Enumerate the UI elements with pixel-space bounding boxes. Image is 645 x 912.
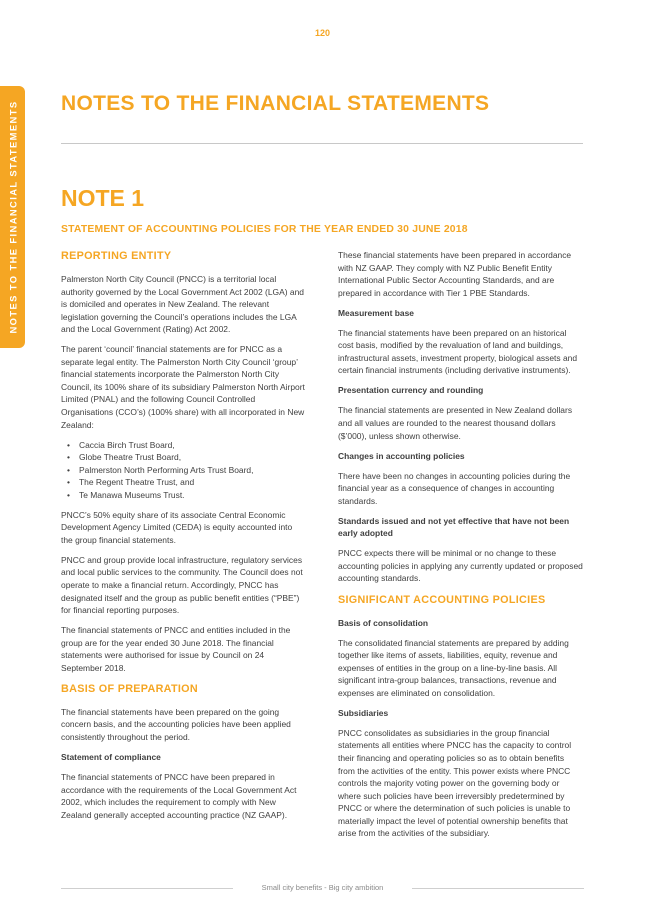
- subheading: Basis of consolidation: [338, 617, 429, 628]
- right-column: [338, 249, 583, 847]
- list-item: • Te Manawa Museums Trust.: [61, 489, 306, 502]
- list-item: • The Regent Theatre Trust, and: [61, 476, 306, 489]
- note-title: NOTE 1: [61, 185, 145, 211]
- paragraph: The financial statements are presented in New Zealand dollars and all values are rounded to the nearest thousand dollars ($’000), unless shown otherwise.: [338, 405, 573, 441]
- reporting-entity-heading: REPORTING ENTITY: [61, 250, 172, 262]
- significant-policies-heading: SIGNIFICANT ACCOUNTING POLICIES: [338, 593, 546, 606]
- paragraph: The financial statements of PNCC have been prepared in accordance with the requirements of the Local Government Act 2002, which includes the requirement to comply with New Zealand generally accepted accounting practice (NZ GAAP).: [61, 772, 297, 820]
- subheading: Statement of compliance: [61, 752, 161, 762]
- cco-list: [61, 439, 306, 502]
- paragraph: There have been no changes in accounting policies during the financial year as a consequence of changes in accounting standards.: [338, 470, 571, 506]
- page-number: 120: [314, 28, 331, 38]
- list-item: • Globe Theatre Trust Board,: [61, 451, 306, 464]
- paragraph: PNCC’s 50% equity share of its associate Central Economic Development Agency Limited (CEDA) is equity accounted into the group financial statements.: [61, 509, 293, 545]
- subheading: Subsidiaries: [338, 707, 389, 718]
- list-item: • Caccia Birch Trust Board,: [61, 439, 306, 452]
- paragraph: PNCC expects there will be minimal or no change to these accounting policies in applying any currently updated or proposed accounting standards.: [338, 548, 583, 584]
- paragraph: Palmerston North City Council (PNCC) is a territorial local authority governed by the Local Government Act 2002 (LGA) and is domiciled and operates in New Zealand. The relevant legislation governing the Council’s operations includes the LGA and the Local Government (Rating) Act 2002.: [61, 274, 304, 335]
- paragraph: The financial statements have been prepared on the going concern basis, and the accounting policies have been applied consistently throughout the period.: [61, 706, 291, 742]
- paragraph: The financial statements of PNCC and entities included in the group are for the year ended 30 June 2018. The financial statements were authorised for issue by Council on 24 September 2018.: [61, 625, 291, 673]
- subheading: Standards issued and not yet effective that have not been early adopted: [338, 515, 570, 539]
- paragraph: PNCC consolidates as subsidiaries in the group financial statements all entities where PNCC has the capacity to control their financing and operating policies so as to obtain benefits from the activities of the entity. This power exists where PNCC controls the majority voting power on the governing body or where such policies have been irreversibly predetermined by PNCC or where the determination of such policies is unable to materially impact the level of potential ownership benefits that arise from the activities of the subsidiary.: [338, 727, 572, 839]
- paragraph: These financial statements have been prepared in accordance with NZ GAAP. They comply with NZ Public Benefit Entity International Public Sector Accounting Standards, and are prepared in accordance with Tier 1 PBE Standards.: [338, 250, 572, 298]
- page-title: NOTES TO THE FINANCIAL STATEMENTS: [61, 92, 490, 115]
- left-column: [61, 249, 306, 829]
- subheading: Measurement base: [338, 307, 414, 318]
- subheading: Changes in accounting policies: [338, 450, 465, 461]
- subheading: Presentation currency and rounding: [338, 385, 484, 396]
- side-section-tab: [0, 86, 25, 348]
- footer-tagline: Small city benefits - Big city ambition: [261, 883, 384, 892]
- side-tab-label: NOTES TO THE FINANCIAL STATEMENTS: [7, 100, 18, 334]
- paragraph: PNCC and group provide local infrastructure, regulatory services and local public services to the community. The Council does not operate to make a financial return. Accordingly, PNCC has designated itself and the group as public benefit entities (“PBE”) for financial reporting purposes.: [61, 554, 303, 616]
- list-item: • Palmerston North Performing Arts Trust Board,: [61, 464, 306, 477]
- paragraph: The financial statements have been prepared on an historical cost basis, modified by the revaluation of land and buildings, infrastructural assets, investment property, biological assets and certain financial instruments (including derivative instruments).: [338, 327, 578, 376]
- basis-of-preparation-heading: BASIS OF PREPARATION: [61, 682, 198, 695]
- statement-heading: STATEMENT OF ACCOUNTING POLICIES FOR THE YEAR ENDED 30 JUNE 2018: [61, 224, 468, 235]
- title-divider: [61, 143, 583, 144]
- paragraph: The parent ‘council’ financial statements are for PNCC as a separate legal entity. The Palmerston North City Council ‘group’ financial statements incorporate the Palmerston North City Council, its 100% share of its subsidiary Palmerston North Airport Limited (PNAL) and the following Council Controlled Organisations (CCO’s) (100% share) with all incorporated in New Zealand:: [61, 344, 305, 430]
- paragraph: The consolidated financial statements are prepared by adding together like items of assets, liabilities, equity, revenue and expenses of entities in the group on a line-by-line basis. All significant intra-group balances, transactions, revenue and expenses are eliminated on consolidation.: [338, 637, 569, 698]
